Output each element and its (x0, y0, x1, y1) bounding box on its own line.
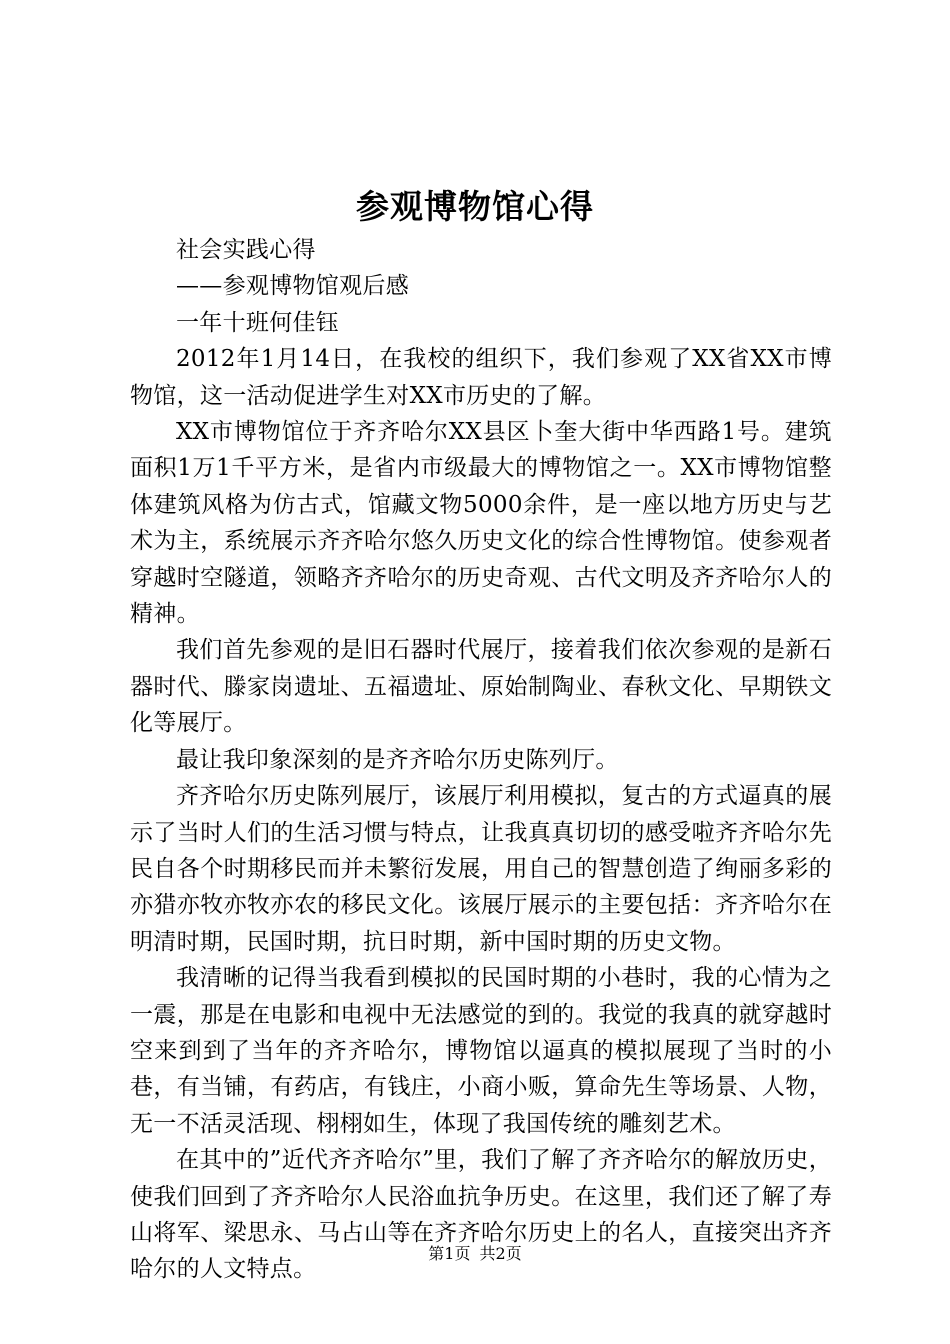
paragraph-author: 一年十班何佳钰 (176, 309, 340, 336)
paragraph: 我清晰的记得当我看到模拟的民国时期的小巷时，我的心情为之一震，那是在电影和电视中无法感觉的到的。我觉的我真的就穿越时空来到到了当年的齐齐哈尔，博物馆以逼真的模拟展现了当时的小巷，有当铺，有药店，有钱庄，小商小贩，算命先生等场景、人物，无一不活灵活现、栩栩如生，体现了我国传统的雕刻艺术。 (130, 965, 832, 1137)
paragraph-subtitle: ——参观博物馆观后感 (176, 273, 409, 300)
page-total: 共2页 (479, 1244, 522, 1263)
document-title: 参观博物馆心得 (356, 187, 594, 226)
document-body (130, 232, 832, 1288)
paragraph: 2012年1月14日，在我校的组织下，我们参观了XX省XX市博物馆，这一活动促进学生对XX市历史的了解。 (130, 346, 832, 409)
paragraph-heading: 社会实践心得 (176, 237, 316, 263)
paragraph: 最让我印象深刻的是齐齐哈尔历史陈列厅。 (176, 746, 619, 773)
paragraph: 我们首先参观的是旧石器时代展厅，接着我们依次参观的是新石器时代、滕家岗遗址、五福遗址、原始制陶业、春秋文化、早期铁文化等展厅。 (130, 637, 832, 737)
paragraph: XX市博物馆位于齐齐哈尔XX县区卜奎大街中华西路1号。建筑面积1万1千平方米，是省内市级最大的博物馆之一。XX市博物馆整体建筑风格为仿古式，馆藏文物5000余件，是一座以地方历史与艺术为主，系统展示齐齐哈尔悠久历史文化的综合性博物馆。使参观者穿越时空隧道，领略齐齐哈尔的历史奇观、古代文明及齐齐哈尔人的精神。 (130, 419, 832, 628)
page-number: 第1页 (428, 1244, 471, 1263)
paragraph: 齐齐哈尔历史陈列展厅，该展厅利用模拟，复古的方式逼真的展示了当时人们的生活习惯与特点，让我真真切切的感受啦齐齐哈尔先民自各个时期移民而并未繁衍发展，用自己的智慧创造了绚丽多彩的亦猎亦牧亦牧亦农的移民文化。该展厅展示的主要包括：齐齐哈尔在明清时期，民国时期，抗日时期，新中国时期的历史文物。 (130, 783, 832, 955)
page-footer (0, 1242, 950, 1266)
paragraph: 在其中的”近代齐齐哈尔”里，我们了解了齐齐哈尔的解放历史，使我们回到了齐齐哈尔人民浴血抗争历史。在这里，我们还了解了寿山将军、梁思永、马占山等在齐齐哈尔历史上的名人，直接突出齐齐哈尔的人文特点。 (130, 1147, 832, 1283)
